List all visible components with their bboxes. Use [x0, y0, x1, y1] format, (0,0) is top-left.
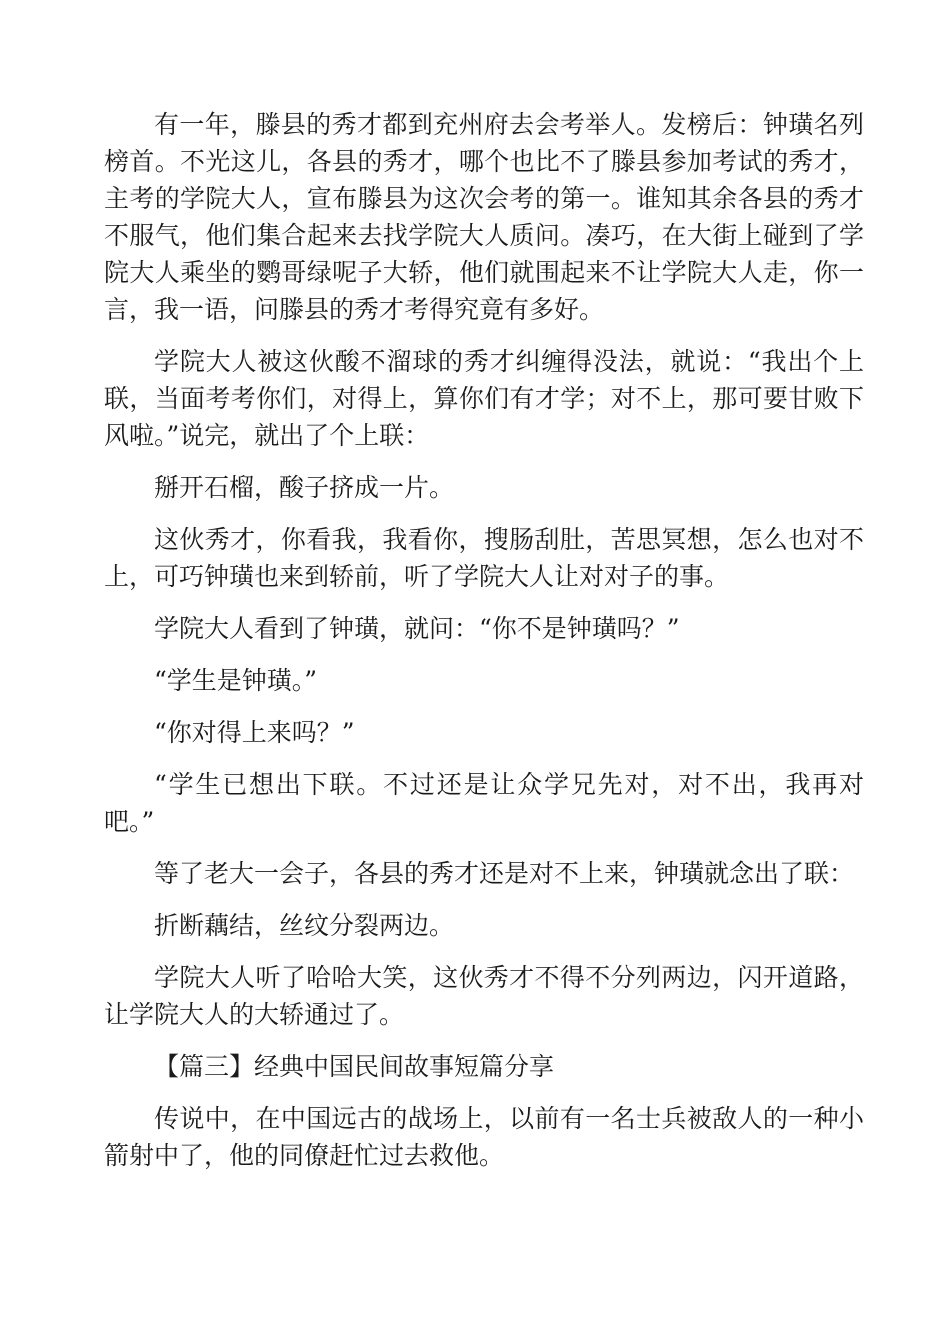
paragraph-waiting: 等了老大一会子，各县的秀才还是对不上来，钟璜就念出了联：: [154, 859, 855, 888]
paragraph-dialogue-2: “你对得上来吗？”: [154, 718, 355, 747]
paragraph-official-asks: 学院大人看到了钟璜，就问：“你不是钟璜吗？”: [154, 614, 680, 643]
paragraph-ending: 学院大人听了哈哈大笑，这伙秀才不得不分列两边，闪开道路，让学院大人的大轿通过了。: [104, 963, 864, 1029]
paragraph-official-challenge: 学院大人被这伙酸不溜球的秀才纠缠得没法，就说：“我出个上联，当面考考你们，对得上，算你们有才学；对不上，那可要甘败下风啦。”说完，就出了个上联：: [104, 347, 864, 450]
paragraph-second-couplet: 折断藕结，丝纹分裂两边。: [154, 911, 455, 940]
paragraph-legend-intro: 传说中，在中国远古的战场上，以前有一名士兵被敌人的一种小箭射中了，他的同僚赶忙过去救他。: [104, 1104, 864, 1170]
document-page: [104, 106, 864, 1189]
section-heading: 【篇三】经典中国民间故事短篇分享: [154, 1052, 555, 1081]
paragraph-dialogue-3: “学生已想出下联。不过还是让众学兄先对，对不出，我再对吧。”: [104, 770, 864, 836]
paragraph-first-couplet: 掰开石榴，酸子挤成一片。: [154, 473, 455, 502]
paragraph-dialogue-1: “学生是钟璜。”: [154, 666, 318, 695]
paragraph-exam-story: 有一年，滕县的秀才都到充州府去会考举人。发榜后：钟璜名列榜首。不光这儿，各县的秀才，哪个也比不了滕县参加考试的秀才，主考的学院大人，宣布滕县为这次会考的第一。谁知其余各县的秀才不服气，他们集合起来去找学院大人质问。凑巧，在大街上碰到了学院大人乘坐的鹦哥绿呢子大轿，他们就围起来不让学院大人走，你一言，我一语，问滕县的秀才考得究竟有多好。: [104, 110, 864, 324]
paragraph-scholars-stuck: 这伙秀才，你看我，我看你，搜肠刮肚，苦思冥想，怎么也对不上，可巧钟璜也来到轿前，听了学院大人让对对子的事。: [104, 525, 864, 591]
